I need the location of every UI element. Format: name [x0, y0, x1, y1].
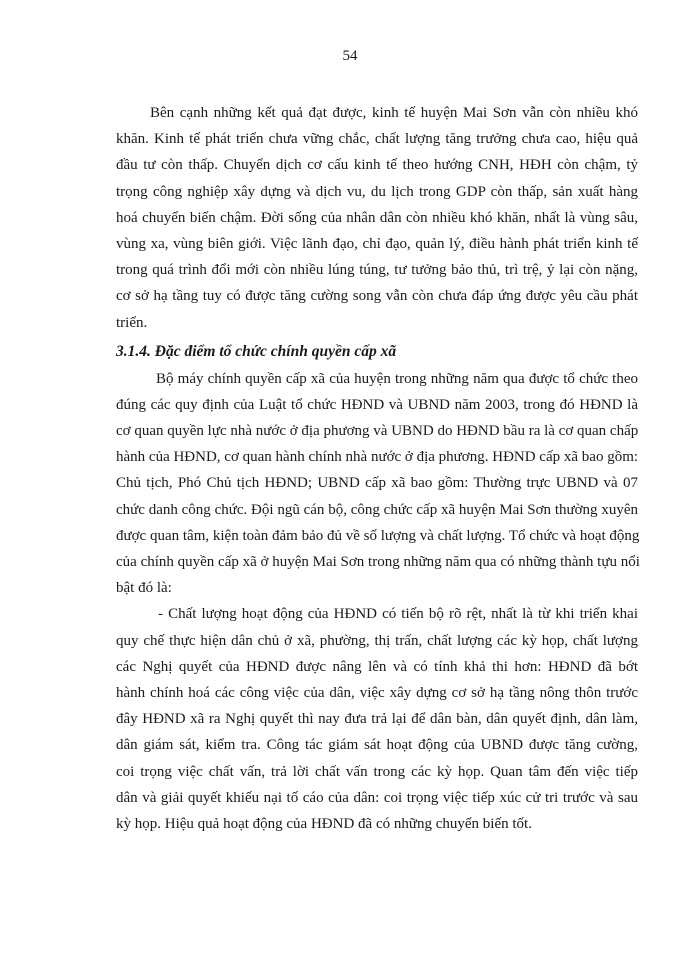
- paragraph-commune-government: [116, 366, 638, 602]
- text-line: triển.: [116, 314, 148, 331]
- page-content: [116, 100, 638, 837]
- text-line: dân và giải quyết khiếu nại tố cáo của dân: coi trọng việc tiếp xúc cử tri trước và sau: [116, 789, 638, 806]
- text-line: vùng xa, vùng biên giới. Việc lãnh đạo, chỉ đạo, quản lý, điều hành phát triển kinh tế: [116, 235, 638, 252]
- text-line: hoá chuyển biến chậm. Đời sống của nhân dân còn nhiều khó khăn, nhất là vùng sâu,: [116, 209, 638, 226]
- text-line: đây HĐND xã ra Nghị quyết thì nay đưa trả lại để dân bàn, dân quyết định, dân làm,: [116, 711, 638, 728]
- text-line: Chủ tịch, Phó Chủ tịch HĐND; UBND cấp xã bao gồm: Thường trực UBND và 07: [116, 475, 638, 492]
- paragraph-economic-difficulties: [116, 100, 638, 336]
- text-line: bật đó là:: [116, 580, 172, 597]
- text-line: - Chất lượng hoạt động của HĐND có tiến bộ rõ rệt, nhất là từ khi triển khai: [158, 606, 638, 623]
- text-line: trọng công nghiệp xây dựng và dịch vu, du lịch trong GDP còn thấp, sản xuất hàng: [116, 183, 638, 200]
- text-line: hành của HĐND, cơ quan hành chính nhà nước ở địa phương. HĐND cấp xã bao gồm:: [116, 449, 639, 466]
- text-line: cơ quan quyền lực nhà nước ở địa phương và UBND do HĐND bầu ra là cơ quan chấp: [116, 423, 639, 440]
- text-line: cơ sở hạ tầng tuy có được tăng cường song vẫn còn chưa đáp ứng được yêu cầu phát: [116, 288, 638, 305]
- text-line: hành chính hoá các công việc của dân, việc xây dựng cơ sở hạ tầng nông thôn trước: [116, 684, 638, 701]
- text-line: dân giám sát, kiểm tra. Công tác giám sát hoạt động của UBND được tăng cường,: [116, 737, 638, 754]
- text-line: các Nghị quyết của HĐND được nâng lên và có tính khả thi hơn: HĐND đã bớt: [116, 658, 638, 675]
- text-line: đúng các quy định của Luật tổ chức HĐND và UBND năm 2003, trong đó HĐND là: [116, 396, 638, 413]
- text-line: được quan tâm, kiện toàn đảm bảo đủ về số lượng và chất lượng. Tổ chức và hoạt động: [116, 527, 640, 544]
- text-line: của chính quyền cấp xã ở huyện Mai Sơn trong những năm qua có những thành tựu nổi: [116, 554, 640, 570]
- text-line: kỳ họp. Hiệu quả hoạt động của HĐND đã có những chuyển biến tốt.: [116, 815, 532, 832]
- section-heading: 3.1.4. Đặc điểm tổ chức chính quyền cấp xã: [116, 342, 397, 360]
- text-line: đầu tư còn thấp. Chuyển dịch cơ cấu kinh tế theo hướng CNH, HĐH còn chậm, tỷ: [116, 157, 638, 174]
- text-line: trong quá trình đổi mới còn nhiều lúng túng, tư tưởng bảo thủ, trì trệ, ỷ lại còn nặng,: [116, 262, 638, 279]
- text-line: quy chế thực hiện dân chủ ở xã, phường, thị trấn, chất lượng các kỳ họp, chất lượng: [116, 632, 638, 649]
- page-number: 54: [342, 48, 358, 64]
- text-line: Bên cạnh những kết quả đạt được, kinh tế huyện Mai Sơn vẫn còn nhiều khó: [150, 105, 638, 121]
- text-line: chức danh công chức. Đội ngũ cán bộ, công chức cấp xã huyện Mai Sơn thường xuyên: [116, 501, 638, 518]
- paragraph-hdnd-quality: [116, 601, 638, 837]
- text-line: khăn. Kinh tế phát triển chưa vững chắc, chất lượng tăng trưởng chưa cao, hiệu quả: [116, 131, 638, 148]
- text-line: Bộ máy chính quyền cấp xã của huyện trong những năm qua được tổ chức theo: [156, 370, 638, 387]
- text-line: coi trọng việc chất vấn, trả lời chất vấn trong các kỳ họp. Quan tâm đến việc tiếp: [116, 763, 638, 780]
